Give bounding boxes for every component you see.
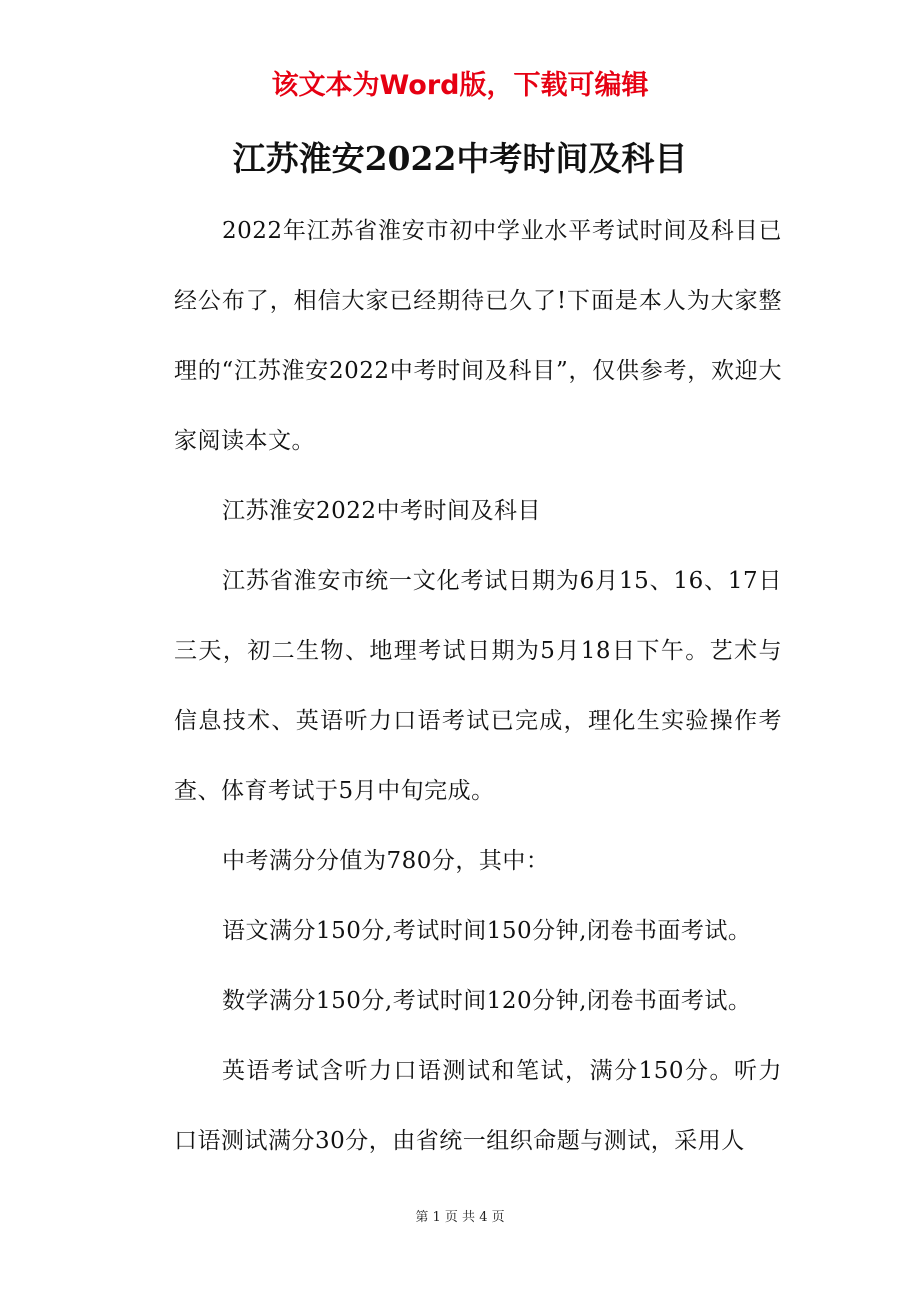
download-banner: 该文本为Word版，下载可编辑 bbox=[271, 70, 649, 101]
paragraph-total-score: 中考满分分值为780分，其中： bbox=[222, 848, 550, 874]
paragraph-intro: 2022年江苏省淮安市初中学业水平考试时间及科目已经公布了，相信大家已经期待已久了!下面是本人为大家整理的“江苏淮安2022中考时间及科目”，仅供参考，欢迎大家阅读本文。 bbox=[174, 218, 782, 454]
document-body bbox=[174, 196, 782, 1176]
page-title: 江苏淮安2022中考时间及科目 bbox=[232, 139, 688, 178]
paragraph-section-heading: 江苏淮安2022中考时间及科目 bbox=[222, 498, 542, 524]
paragraph-exam-dates: 江苏省淮安市统一文化考试日期为6月15、16、17日三天，初二生物、地理考试日期为5月18日下午。艺术与信息技术、英语听力口语考试已完成，理化生实验操作考查、体育考试于5月中旬完成。 bbox=[174, 568, 782, 804]
paragraph-english: 英语考试含听力口语测试和笔试，满分150分。听力口语测试满分30分，由省统一组织命题与测试，采用人 bbox=[174, 1058, 782, 1154]
paragraph-chinese: 语文满分150分,考试时间150分钟,闭卷书面考试。 bbox=[222, 918, 752, 944]
paragraph-math: 数学满分150分,考试时间120分钟,闭卷书面考试。 bbox=[222, 988, 752, 1014]
page-footer: 第 1 页 共 4 页 bbox=[415, 1210, 505, 1225]
